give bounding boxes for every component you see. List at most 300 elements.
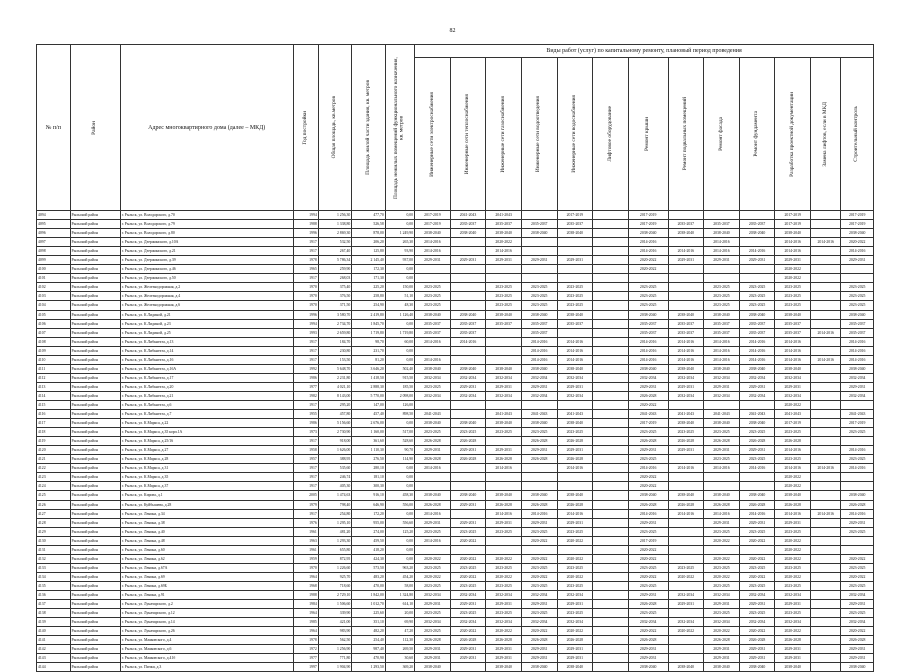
table-row — [37, 609, 874, 618]
address-cell: г. Рыльск, ул. Железнодорожная, д.6 — [120, 301, 293, 310]
table-cell — [593, 554, 629, 563]
table-cell: 2014-2016 — [739, 337, 775, 346]
table-cell — [841, 265, 874, 274]
table-cell: 2017-2019 — [775, 220, 811, 229]
table-cell: 2020-2022 — [739, 554, 775, 563]
table-cell — [521, 545, 557, 554]
table-cell — [841, 274, 874, 283]
table-cell: 351,10 — [352, 618, 386, 627]
table-cell — [810, 274, 840, 283]
table-cell — [810, 437, 840, 446]
table-cell — [415, 346, 451, 355]
table-cell: 1985 — [293, 618, 318, 627]
table-cell: 1964 — [293, 572, 318, 581]
table-cell — [810, 419, 840, 428]
table-cell — [810, 473, 840, 482]
table-cell: 532,50 — [318, 238, 352, 247]
table-cell: 2038-2040 — [557, 364, 593, 373]
table-cell — [593, 229, 629, 238]
table-cell: Рыльский район — [70, 600, 120, 609]
table-cell: Рыльский район — [70, 265, 120, 274]
table-row — [37, 518, 874, 527]
row-number-cell: 4107 — [37, 328, 71, 337]
table-cell — [810, 211, 840, 220]
table-cell: 2041-2043 — [739, 410, 775, 419]
table-cell: 5 156,60 — [318, 419, 352, 428]
table-cell: 2020-2022 — [739, 627, 775, 636]
address-cell: г. Рыльск, ул. Луначарского, д.14 — [120, 618, 293, 627]
table-cell — [841, 545, 874, 554]
table-cell: 2029-2031 — [704, 645, 740, 654]
address-cell: г. Рыльск, ул. Ленина, д.34 — [120, 509, 293, 518]
table-cell — [739, 265, 775, 274]
table-cell: 2029-2031 — [557, 256, 593, 265]
table-cell: 2029-2031 — [450, 645, 486, 654]
row-number-cell: 4136 — [37, 590, 71, 599]
table-cell — [593, 247, 629, 256]
table-cell: 2032-2034 — [486, 590, 522, 599]
table-cell — [593, 473, 629, 482]
table-cell: 2023-2025 — [521, 609, 557, 618]
table-cell: 2020-2022 — [628, 572, 668, 581]
table-cell: 2023-2025 — [775, 455, 811, 464]
table-cell: 1 338,80 — [318, 220, 352, 229]
table-cell — [593, 482, 629, 491]
table-cell: 206,20 — [352, 238, 386, 247]
table-cell: 2026-2028 — [521, 500, 557, 509]
row-number-cell: 4116 — [37, 410, 71, 419]
table-cell: 2038-2040 — [775, 663, 811, 672]
table-cell: 2029-2031 — [628, 446, 668, 455]
row-number-cell: 4101 — [37, 274, 71, 283]
table-cell — [593, 382, 629, 391]
row-number-cell: 4143 — [37, 654, 71, 663]
table-row — [37, 563, 874, 572]
table-cell: 2032-2034 — [704, 590, 740, 599]
table-cell: 2029-2031 — [486, 382, 522, 391]
table-cell: 2026-2028 — [704, 500, 740, 509]
table-cell: 2029-2031 — [415, 600, 451, 609]
table-cell: 2032-2034 — [668, 618, 704, 627]
table-cell — [557, 238, 593, 247]
table-cell: 2023-2025 — [704, 292, 740, 301]
table-cell: 2023-2025 — [415, 609, 451, 618]
table-cell: 2029-2031 — [557, 446, 593, 455]
table-cell: 1958 — [293, 446, 318, 455]
table-cell: 2038-2040 — [775, 491, 811, 500]
table-cell: 0,00 — [385, 355, 414, 364]
table-cell: 268,03 — [318, 274, 352, 283]
table-cell: 1 160,00 — [352, 428, 386, 437]
table-cell — [486, 337, 522, 346]
address-cell: г. Рыльск, ул. К.Лидиной, д.21 — [120, 310, 293, 319]
table-cell: 1970 — [293, 283, 318, 292]
table-cell: 2014-2016 — [668, 337, 704, 346]
table-cell: 2041-2043 — [841, 410, 874, 419]
table-cell: 2023-2025 — [668, 428, 704, 437]
table-cell: 2014-2016 — [841, 247, 874, 256]
table-cell: 878,00 — [352, 229, 386, 238]
table-cell: 2029-2031 — [450, 446, 486, 455]
table-cell — [810, 220, 840, 229]
table-cell: 3 580,70 — [318, 310, 352, 319]
row-number-cell: 4120 — [37, 446, 71, 455]
table-cell: 254,90 — [352, 301, 386, 310]
table-cell: Рыльский район — [70, 220, 120, 229]
table-cell — [557, 545, 593, 554]
table-cell: 2038-2040 — [668, 310, 704, 319]
table-cell: 2023-2025 — [557, 581, 593, 590]
table-cell: 2029-2031 — [704, 256, 740, 265]
table-cell: 112,30 — [385, 636, 414, 645]
table-cell — [810, 410, 840, 419]
table-cell — [810, 256, 840, 265]
table-cell — [486, 274, 522, 283]
table-cell: 60,00 — [385, 337, 414, 346]
table-cell — [704, 473, 740, 482]
table-cell — [486, 346, 522, 355]
table-cell: 295,20 — [318, 400, 352, 409]
table-cell: 2029-2031 — [668, 256, 704, 265]
table-cell: Рыльский район — [70, 319, 120, 328]
table-cell: 2017-2019 — [628, 211, 668, 220]
address-cell: г. Рыльск, ул. Ленина, д.69 — [120, 572, 293, 581]
table-cell — [668, 455, 704, 464]
table-cell: 2 888,30 — [352, 382, 386, 391]
table-cell: 171,30 — [352, 274, 386, 283]
table-cell: 2014-2016 — [415, 464, 451, 473]
table-cell — [593, 563, 629, 572]
table-cell: 2035-2037 — [704, 328, 740, 337]
table-cell — [593, 645, 629, 654]
table-cell: Рыльский район — [70, 527, 120, 536]
table-cell: 2014-2016 — [810, 355, 840, 364]
table-cell: 2029-2031 — [775, 518, 811, 527]
table-cell: 2035-2037 — [486, 319, 522, 328]
table-row — [37, 636, 874, 645]
address-cell: г. Рыльск, ул. Володарского, д.79 — [120, 220, 293, 229]
table-cell — [668, 609, 704, 618]
table-cell: 2032-2034 — [486, 391, 522, 400]
table-cell: 2014-2016 — [810, 464, 840, 473]
table-cell: 2 734,70 — [318, 319, 352, 328]
table-row — [37, 220, 874, 229]
table-cell: 2023-2025 — [486, 527, 522, 536]
table-cell: 2041-2043 — [704, 410, 740, 419]
row-number-cell: 4099 — [37, 256, 71, 265]
table-cell: 1 418,50 — [352, 373, 386, 382]
table-cell — [668, 292, 704, 301]
table-cell: 2023-2025 — [841, 455, 874, 464]
header-col-5: Инженерные сети теплоснабжения — [450, 58, 486, 211]
row-number-cell: 4125 — [37, 491, 71, 500]
table-cell — [810, 636, 840, 645]
table-cell: 2023-2025 — [415, 563, 451, 572]
table-row — [37, 229, 874, 238]
table-cell: 0,00 — [385, 554, 414, 563]
table-cell: 2023-2025 — [739, 609, 775, 618]
table-cell: 2020-2022 — [841, 627, 874, 636]
table-cell: 2038-2040 — [450, 419, 486, 428]
table-row — [37, 382, 874, 391]
table-cell: 2032-2034 — [521, 590, 557, 599]
table-cell — [450, 274, 486, 283]
table-row — [37, 211, 874, 220]
table-cell: Рыльский район — [70, 400, 120, 409]
table-cell: 718,60 — [318, 581, 352, 590]
address-cell: г. Рыльск, ул. К.Либкнехта, д.17 — [120, 373, 293, 382]
table-cell: 2014-2016 — [628, 337, 668, 346]
header-col-7: Инженерные сети водоотведения — [521, 58, 557, 211]
address-cell: г. Рыльск, ул. К.Либкнехта, д.6 — [120, 400, 293, 409]
table-cell: 2023-2025 — [557, 527, 593, 536]
table-cell: 2026-2028 — [841, 500, 874, 509]
table-cell: 2032-2034 — [486, 618, 522, 627]
table-cell: 2038-2040 — [486, 491, 522, 500]
address-cell: г. Рыльск, ул. К.Лидиной, д.23 — [120, 319, 293, 328]
table-cell: 2017-2019 — [628, 220, 668, 229]
table-cell: 2017-2019 — [628, 419, 668, 428]
table-cell: 2032-2034 — [775, 391, 811, 400]
table-row — [37, 337, 874, 346]
table-cell — [450, 346, 486, 355]
table-cell: Рыльский район — [70, 346, 120, 355]
table-cell: 2032-2034 — [415, 373, 451, 382]
table-cell: 2026-2028 — [450, 437, 486, 446]
table-cell: Рыльский район — [70, 238, 120, 247]
table-cell: 2020-2022 — [775, 265, 811, 274]
table-cell — [810, 545, 840, 554]
table-cell: 51,10 — [385, 292, 414, 301]
table-cell: 2029-2031 — [415, 256, 451, 265]
table-cell: Рыльский район — [70, 247, 120, 256]
table-cell: 2038-2040 — [704, 663, 740, 672]
table-cell: 2014-2016 — [704, 509, 740, 518]
table-cell: 2026-2028 — [775, 636, 811, 645]
table-cell: 2038-2040 — [841, 491, 874, 500]
table-cell: 2020-2022 — [486, 627, 522, 636]
table-cell: 2023-2025 — [415, 428, 451, 437]
row-number-cell: 4128 — [37, 518, 71, 527]
table-cell: 2023-2025 — [415, 292, 451, 301]
table-cell: 2026-2028 — [704, 636, 740, 645]
table-cell: 1 719,80 — [352, 328, 386, 337]
header-col-1: Общая площадь, кв.метров — [318, 45, 352, 211]
table-cell: 2029-2031 — [739, 645, 775, 654]
table-cell: 916,10 — [352, 491, 386, 500]
table-cell: 987,40 — [352, 645, 386, 654]
table-cell: 3 646,20 — [352, 364, 386, 373]
table-cell — [450, 265, 486, 274]
table-cell: 2032-2034 — [415, 618, 451, 627]
table-cell: 2023-2025 — [841, 581, 874, 590]
table-cell: 2023-2025 — [739, 455, 775, 464]
table-cell: 2023-2025 — [628, 609, 668, 618]
table-cell: 2035-2037 — [415, 328, 451, 337]
table-cell: 2014-2016 — [415, 337, 451, 346]
table-cell: 2020-2022 — [775, 627, 811, 636]
table-cell: 2038-2040 — [739, 419, 775, 428]
table-row — [37, 346, 874, 355]
table-row — [37, 283, 874, 292]
table-cell: 2020-2022 — [841, 572, 874, 581]
table-cell: 269,50 — [385, 645, 414, 654]
table-cell — [593, 265, 629, 274]
table-cell: 1970 — [293, 292, 318, 301]
table-cell — [486, 545, 522, 554]
table-cell: 418,20 — [352, 545, 386, 554]
row-number-cell: 4133 — [37, 563, 71, 572]
table-cell: 0,00 — [385, 419, 414, 428]
table-cell — [704, 400, 740, 409]
table-cell: 2020-2022 — [557, 554, 593, 563]
table-cell: 2029-2031 — [521, 600, 557, 609]
table-cell: 2023-2025 — [521, 428, 557, 437]
table-cell: 0,00 — [385, 274, 414, 283]
table-cell: 2014-2016 — [810, 509, 840, 518]
table-cell — [486, 355, 522, 364]
table-cell: 172,20 — [352, 509, 386, 518]
table-cell — [486, 400, 522, 409]
table-cell: 2038-2040 — [450, 364, 486, 373]
table-cell — [704, 274, 740, 283]
table-cell: 2026-2028 — [628, 391, 668, 400]
table-cell — [521, 464, 557, 473]
table-cell — [521, 400, 557, 409]
table-cell: 2029-2031 — [704, 600, 740, 609]
table-cell — [810, 518, 840, 527]
row-number-cell: 4132 — [37, 554, 71, 563]
table-cell: 1992 — [293, 364, 318, 373]
header-col-16: Строительный контроль — [841, 58, 874, 211]
table-cell: 2014-2016 — [486, 464, 522, 473]
table-cell: 2023-2025 — [486, 428, 522, 437]
table-cell: 2023-2025 — [775, 283, 811, 292]
table-cell — [450, 410, 486, 419]
table-cell: 2026-2028 — [775, 437, 811, 446]
row-number-cell: 4123 — [37, 473, 71, 482]
table-cell: 477,70 — [352, 211, 386, 220]
table-cell: 1986 — [293, 373, 318, 382]
table-cell — [415, 482, 451, 491]
table-cell: 2038-2040 — [775, 310, 811, 319]
table-row — [37, 364, 874, 373]
table-cell: 2029-2031 — [775, 382, 811, 391]
table-cell: 2017-2019 — [841, 211, 874, 220]
table-cell — [593, 654, 629, 663]
table-cell: 2038-2040 — [486, 419, 522, 428]
table-cell: 2038-2040 — [521, 419, 557, 428]
row-number-cell: 4100 — [37, 265, 71, 274]
table-cell: 918,00 — [318, 437, 352, 446]
table-cell — [593, 373, 629, 382]
table-cell: 369,20 — [385, 663, 414, 672]
address-cell: г. Рыльск, ул. Ленина, д.38 — [120, 518, 293, 527]
table-cell: 1988 — [293, 590, 318, 599]
table-cell: 2023-2025 — [775, 292, 811, 301]
table-cell: 556,00 — [385, 500, 414, 509]
table-cell: 371,50 — [318, 301, 352, 310]
table-cell — [486, 482, 522, 491]
table-cell — [810, 455, 840, 464]
table-cell — [486, 265, 522, 274]
table-cell: 2038-2040 — [486, 364, 522, 373]
table-cell: 2023-2025 — [486, 563, 522, 572]
table-cell: 2014-2016 — [775, 337, 811, 346]
table-cell — [810, 609, 840, 618]
table-cell: 1 249,90 — [385, 229, 414, 238]
row-number-cell: 4134 — [37, 572, 71, 581]
table-cell: 2029-2031 — [704, 518, 740, 527]
address-cell: г. Рыльск, ул. Дзержинского, д.21 — [120, 247, 293, 256]
table-cell — [668, 301, 704, 310]
table-cell: 937,00 — [385, 256, 414, 265]
table-cell: 1994 — [293, 319, 318, 328]
table-cell: 1 719,80 — [385, 328, 414, 337]
table-cell: 2017-2019 — [775, 211, 811, 220]
table-cell: 482,20 — [352, 627, 386, 636]
table-cell: 230,80 — [318, 346, 352, 355]
table-row — [37, 410, 874, 419]
row-number-cell: 4108 — [37, 337, 71, 346]
table-cell: Рыльский район — [70, 645, 120, 654]
table-cell: Рыльский район — [70, 563, 120, 572]
address-cell: г. Рыльск, ул. К.Маркса, д.31 — [120, 464, 293, 473]
table-cell: 2026-2028 — [704, 437, 740, 446]
address-cell: г. Рыльск, ул. К.Маркса, д.25/16 — [120, 437, 293, 446]
table-cell — [810, 482, 840, 491]
table-cell: 2 419,80 — [352, 310, 386, 319]
table-cell — [557, 400, 593, 409]
table-cell: 2020-2022 — [521, 536, 557, 545]
row-number-cell: 4098 — [37, 247, 71, 256]
table-cell: 517,00 — [385, 428, 414, 437]
table-cell: 2029-2031 — [415, 518, 451, 527]
table-cell: 1982 — [293, 391, 318, 400]
table-cell: 2023-2025 — [486, 292, 522, 301]
table-cell: 2023-2025 — [557, 609, 593, 618]
table-cell: 2035-2037 — [628, 319, 668, 328]
table-cell: 2029-2031 — [557, 518, 593, 527]
table-cell: 2032-2034 — [704, 391, 740, 400]
row-number-cell: 4122 — [37, 464, 71, 473]
table-cell — [593, 590, 629, 599]
table-cell: 153,50 — [318, 355, 352, 364]
table-cell: 2038-2040 — [521, 663, 557, 672]
table-cell — [739, 274, 775, 283]
table-cell: 872,95 — [318, 554, 352, 563]
table-cell — [593, 609, 629, 618]
table-cell: 2020-2022 — [704, 536, 740, 545]
table-cell: 47,20 — [385, 627, 414, 636]
table-cell: 2014-2016 — [628, 509, 668, 518]
table-cell: 1 324,80 — [385, 590, 414, 599]
table-cell — [810, 292, 840, 301]
table-cell: 2035-2037 — [775, 319, 811, 328]
table-cell: 2023-2025 — [704, 527, 740, 536]
table-row — [37, 500, 874, 509]
table-cell: 1 256,30 — [318, 211, 352, 220]
table-cell: 2005 — [293, 491, 318, 500]
header-district: Район — [70, 45, 120, 211]
table-cell — [739, 473, 775, 482]
table-cell: 2014-2016 — [415, 509, 451, 518]
table-cell: 2020-2022 — [557, 627, 593, 636]
table-cell: 2029-2031 — [775, 654, 811, 663]
table-cell: 2023-2025 — [450, 527, 486, 536]
header-col-10: Ремонт крыши — [628, 58, 668, 211]
table-cell: 2023-2025 — [628, 581, 668, 590]
